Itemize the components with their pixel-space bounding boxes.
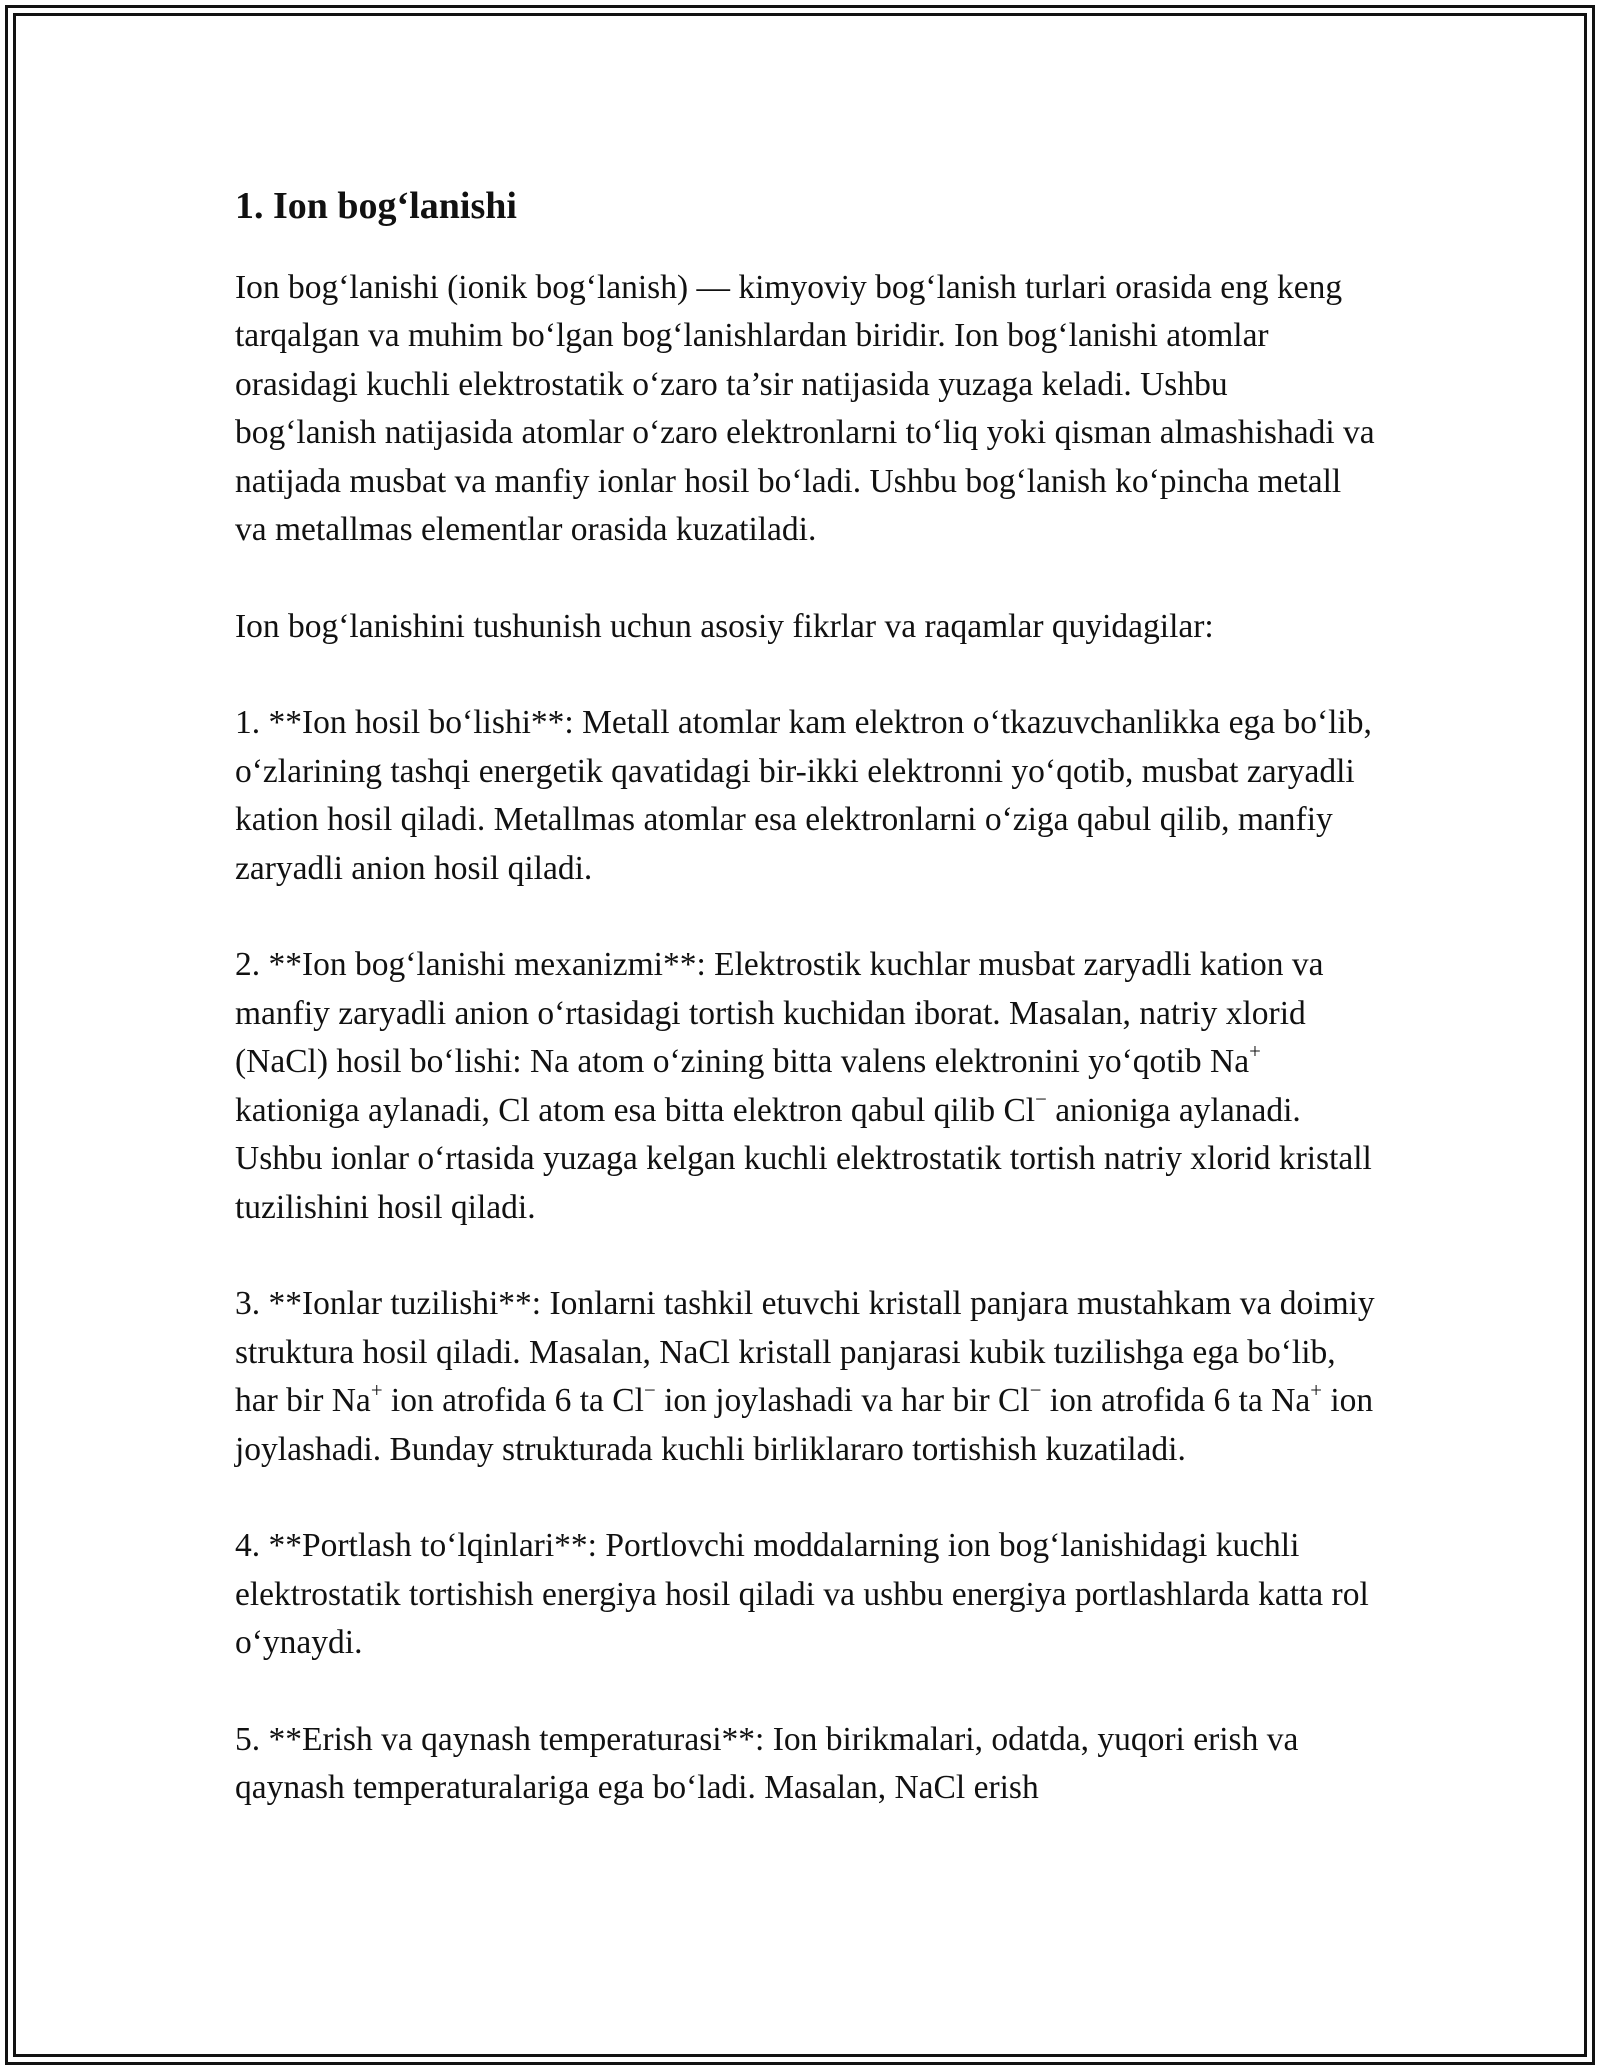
item-explosion-waves: 4. **Portlash to‘lqinlari**: Portlovchi moddalarning ion bog‘lanishidagi kuchli elektrostatik tortishish energiya hosil qiladi va ushbu energiya portlashlarda katta rol o‘ynaydi. — [235, 1527, 1369, 1662]
document-body — [235, 184, 1375, 1861]
text-segment: ion atrofida 6 ta Na — [1041, 1382, 1311, 1420]
text-segment: anioniga aylanadi. Ushbu ionlar o‘rtasida yuzaga kelgan kuchli elektrostatik tortish natriy xlorid kristall tuzilishini hosil qiladi. — [235, 1091, 1372, 1226]
lead-paragraph: Ion bog‘lanishini tushunish uchun asosiy fikrlar va raqamlar quyidagilar: — [235, 607, 1214, 645]
text-segment: ion joylashadi. Bunday strukturada kuchli birliklararo tortishish kuzatiladi. — [235, 1382, 1374, 1468]
superscript-charge: − — [643, 1378, 656, 1402]
text-segment: ion joylashadi va har bir Cl — [655, 1382, 1030, 1420]
item-melting-boiling: 5. **Erish va qaynash temperaturasi**: Ion birikmalari, odatda, yuqori erish va qaynash temperaturalariga ega bo‘ladi. Masalan, NaCl erish — [235, 1720, 1299, 1807]
text-segment: ion atrofida 6 ta Cl — [382, 1382, 644, 1420]
superscript-charge: + — [1249, 1039, 1261, 1063]
text-segment: kationiga aylanadi, Cl atom esa bitta elektron qabul qilib Cl — [235, 1091, 1036, 1129]
text-segment: 3. **Ionlar tuzilishi**: Ionlarni tashkil etuvchi kristall panjara mustahkam va doimiy struktura hosil qiladi. Masalan, NaCl kristall panjarasi kubik tuzilishga ega bo‘lib, har bir Na — [235, 1285, 1375, 1420]
superscript-charge: + — [370, 1378, 383, 1402]
item-ion-structure — [235, 1280, 1375, 1474]
superscript-charge: − — [1035, 1088, 1047, 1112]
section-heading: 1. Ion bog‘lanishi — [235, 185, 517, 227]
intro-paragraph: Ion bog‘lanishi (ionik bog‘lanish) — kimyoviy bog‘lanish turlari orasida eng keng tarqalgan va muhim bo‘lgan bog‘lanishlardan biridir. Ion bog‘lanishi atomlar orasidagi kuchli elektrostatik o‘zaro ta’sir natijasida yuzaga keladi. Ushbu bog‘lanish natijasida atomlar o‘zaro elektronlarni to‘liq yoki qisman almashishadi va natijada musbat va manfiy ionlar hosil bo‘ladi. Ushbu bog‘lanish ko‘pincha metall va metallmas elementlar orasida kuzatiladi. — [235, 268, 1375, 549]
superscript-charge: − — [1029, 1378, 1042, 1402]
superscript-charge: + — [1310, 1378, 1322, 1402]
text-segment: 2. **Ion bog‘lanishi mexanizmi**: Elektrostik kuchlar musbat zaryadli kation va manfiy zaryadli anion o‘rtasidagi tortish kuchidan iborat. Masalan, natriy xlorid (NaCl) hosil bo‘lishi: Na atom o‘zining bitta valens elektronini yo‘qotib Na — [235, 946, 1324, 1081]
item-ion-formation: 1. **Ion hosil bo‘lishi**: Metall atomlar kam elektron o‘tkazuvchanlikka ega bo‘lib, o‘zlarining tashqi energetik qavatidagi bir-ikki elektronni yo‘qotib, musbat zaryadli kation hosil qiladi. Metallmas atomlar esa elektronlarni o‘ziga qabul qilib, manfiy zaryadli anion hosil qiladi. — [235, 704, 1372, 887]
item-bond-mechanism — [235, 941, 1375, 1232]
